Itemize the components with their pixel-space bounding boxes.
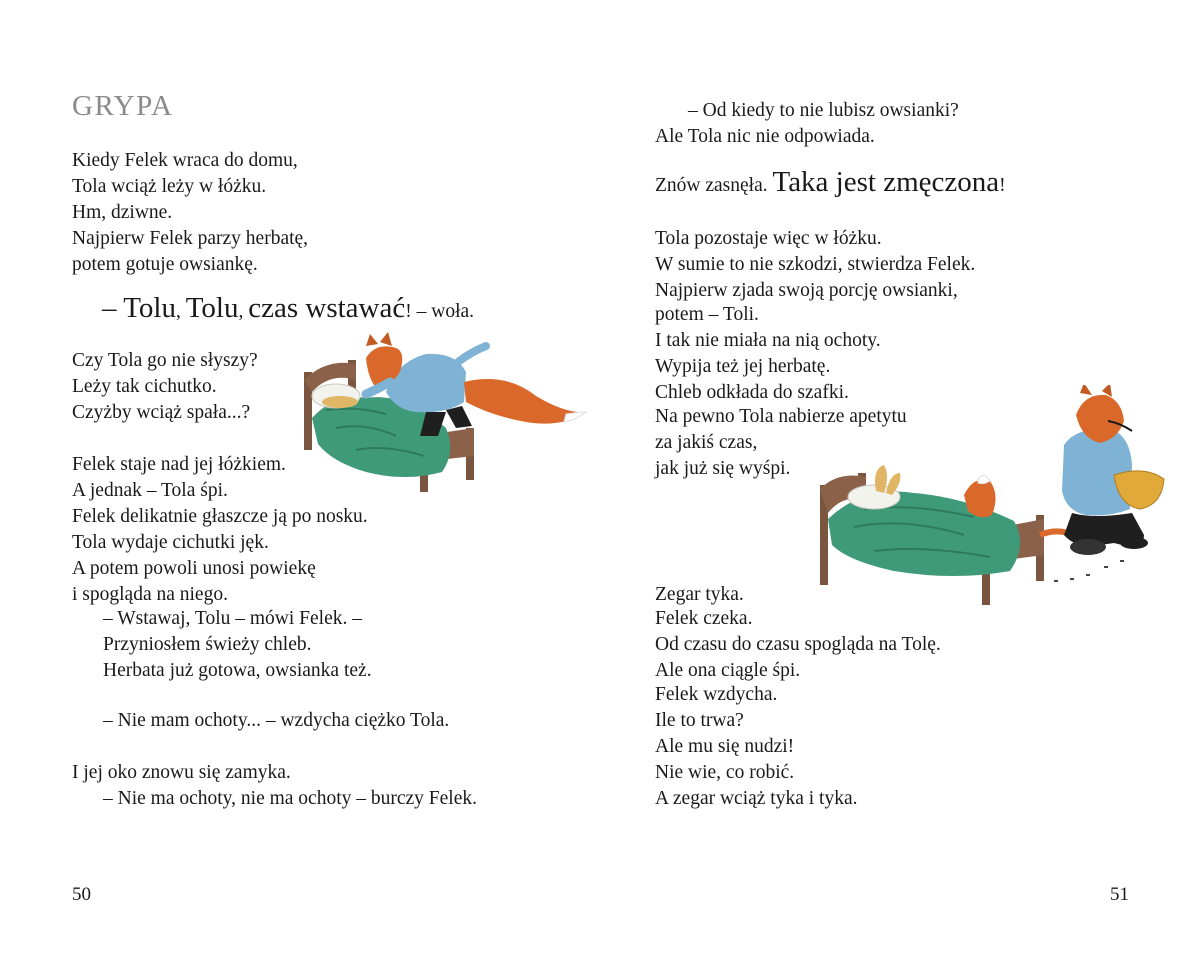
tired-prefix: Znów zasnęła. (655, 175, 773, 196)
shout-exclamation: ! (405, 301, 412, 322)
text-line: Najpierw Felek parzy herbatę, (72, 228, 309, 249)
text-line: Od czasu do czasu spogląda na Tolę. (655, 634, 941, 655)
text-line: Wypija też jej herbatę. (655, 356, 831, 377)
text-line: Tola pozostaje więc w łóżku. (655, 228, 882, 249)
shout-dash: – (102, 292, 124, 324)
text-line: Felek staje nad jej łóżkiem. (72, 454, 286, 475)
text-line: – Nie ma ochoty, nie ma ochoty – burczy Felek. (103, 788, 478, 809)
text-line: A jednak – Tola śpi. (72, 480, 228, 501)
text-line: Chleb odkłada do szafki. (655, 382, 849, 403)
text-line: W sumie to nie szkodzi, stwierdza Felek. (655, 254, 976, 275)
fox-eating-porridge-illustration (814, 385, 1198, 610)
text-line: I tak nie miała na nią ochoty. (655, 330, 881, 351)
text-line: potem – Toli. (655, 304, 759, 325)
text-line: Nie wie, co robić. (655, 762, 795, 783)
page-number: 51 (1110, 884, 1129, 905)
text-line: Tola wydaje cichutki jęk. (72, 532, 269, 553)
text-line: Najpierw zjada swoją porcję owsianki, (655, 280, 958, 301)
text-line: Leży tak cichutko. (72, 376, 217, 397)
text-line: Czyżby wciąż spała...? (72, 402, 251, 423)
text-line: Kiedy Felek wraca do domu, (72, 150, 298, 171)
text-line: Felek delikatnie głaszcze ją po nosku. (72, 506, 368, 527)
shout-word: Tolu (185, 292, 239, 324)
chapter-title: GRYPA (72, 90, 174, 122)
shout-tail: – woła. (411, 301, 475, 322)
text-line: Ile to trwa? (655, 710, 744, 731)
text-line: – Wstawaj, Tolu – mówi Felek. – (103, 608, 362, 629)
text-line: i spogląda na niego. (72, 584, 228, 605)
tired-line (655, 166, 1006, 199)
shout-comma: , (175, 301, 186, 322)
text-line: Ale ona ciągle śpi. (655, 660, 801, 681)
text-line: Felek czeka. (655, 608, 753, 629)
text-line: potem gotuje owsiankę. (72, 254, 258, 275)
tired-big-text: Taka jest zmęczona (772, 166, 1000, 198)
page-number: 50 (72, 884, 91, 905)
text-line: Herbata już gotowa, owsianka też. (103, 660, 372, 681)
text-line: za jakiś czas, (655, 432, 758, 453)
text-line: jak już się wyśpi. (655, 458, 791, 479)
text-line: Przyniosłem świeży chleb. (103, 634, 312, 655)
shout-word: Tolu (123, 292, 176, 324)
text-line: – Od kiedy to nie lubisz owsianki? (688, 100, 959, 121)
text-line: A potem powoli unosi powiekę (72, 558, 316, 579)
text-line: A zegar wciąż tyka i tyka. (655, 788, 858, 809)
tired-exclamation: ! (999, 175, 1006, 196)
text-line: Czy Tola go nie słyszy? (72, 350, 258, 371)
text-line: Tola wciąż leży w łóżku. (72, 176, 267, 197)
shout-word: czas wstawać (248, 292, 406, 324)
text-line: Na pewno Tola nabierze apetytu (655, 406, 907, 427)
text-line: Ale Tola nic nie odpowiada. (655, 126, 875, 147)
text-line: I jej oko znowu się zamyka. (72, 762, 291, 783)
right-page (600, 0, 1200, 960)
shout-line (102, 292, 474, 325)
shout-comma: , (238, 301, 249, 322)
fox-at-bed-illustration (296, 332, 596, 502)
text-line: Ale mu się nudzi! (655, 736, 795, 757)
text-line: – Nie mam ochoty... – wzdycha ciężko Tola. (103, 710, 450, 731)
text-line: Hm, dziwne. (72, 202, 173, 223)
text-line: Zegar tyka. (655, 584, 744, 605)
text-line: Felek wzdycha. (655, 684, 778, 705)
